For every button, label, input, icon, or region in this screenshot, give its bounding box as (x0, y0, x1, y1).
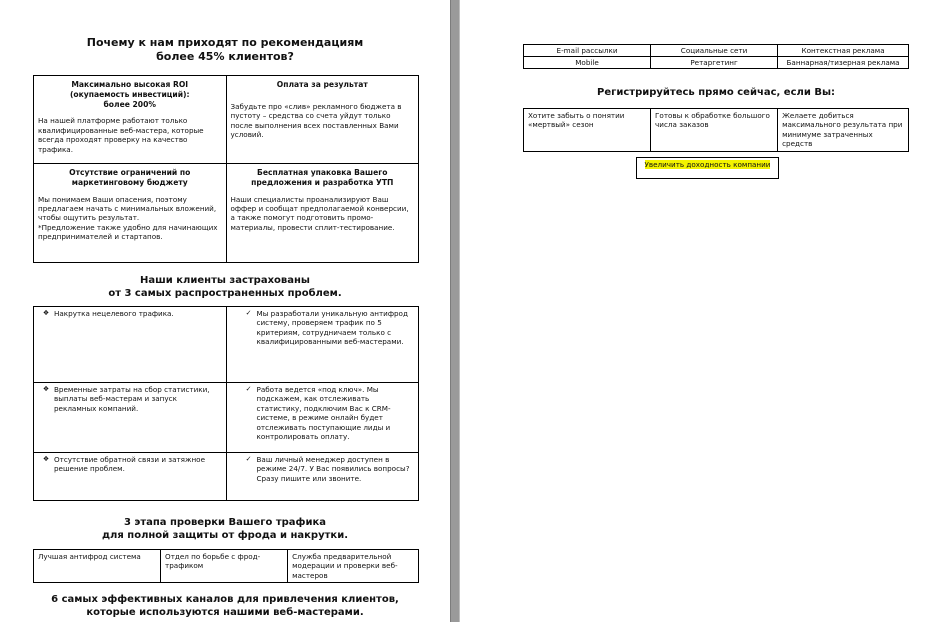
checkmark-icon: ✓ (245, 455, 252, 463)
channel-cell: Баннарная/тизерная реклама (778, 57, 909, 69)
channel-cell: Социальные сети (651, 45, 778, 57)
problem-text: Накрутка нецелевого трафика. (54, 309, 174, 318)
benefits-table (33, 75, 419, 263)
solution-text: Мы разработали уникальную антифрод систему, проверяем трафик по 5 критериям, сотрудничаем только с квалифицированными веб-мастерами. (256, 309, 408, 347)
register-table (523, 108, 909, 152)
benefit-title: Максимально высокая ROI (окупаемость инвестиций): более 200% (69, 80, 190, 109)
problems-table (33, 306, 419, 501)
channel-cell: Контекстная реклама (778, 45, 909, 57)
benefit-cell (226, 76, 419, 164)
channel-cell: E-mail рассылки (524, 45, 651, 57)
stage-cell: Отдел по борьбе с фрод-трафиком (161, 550, 288, 583)
diamond-bullet-icon: ❖ (42, 385, 50, 393)
stage-cell: Служба предварительной модерации и проверки веб-мастеров (288, 550, 419, 583)
benefit-text: На нашей платформе работают только квалифицированные веб-мастера, которые всегда проходят проверку на качество трафика. (38, 116, 204, 154)
benefit-cell (34, 164, 227, 263)
problem-cell (34, 453, 227, 501)
benefit-title: Оплата за результат (276, 80, 368, 89)
diamond-bullet-icon: ❖ (42, 455, 50, 463)
benefit-title: Бесплатная упаковка Вашего предложения и разработка УТП (251, 168, 394, 187)
benefit-cell (34, 76, 227, 164)
register-cell: Хотите забыть о понятии «мертвый» сезон (524, 109, 651, 152)
cta-label[interactable]: Увеличить доходность компании (644, 160, 771, 169)
problem-cell (34, 383, 227, 453)
insured-heading: Наши клиенты застрахованы от 3 самых распространенных проблем. (108, 275, 342, 299)
checkmark-icon: ✓ (245, 309, 252, 317)
stage-cell: Лучшая антифрод система (34, 550, 161, 583)
left-page (0, 0, 450, 622)
problem-text: Отсутствие обратной связи и затяжное решение проблем. (54, 455, 206, 474)
channels-heading: 6 самых эффективных каналов для привлечения клиентов, которые используются нашими веб-мастерами. (51, 594, 399, 618)
page-gutter (450, 0, 460, 622)
solution-text: Работа ведется «под ключ». Мы подскажем, как отслеживать статистику, подключим Вас к CRM-системе, в режиме онлайн будет отслеживать поступающие лиды и контролировать оплату. (256, 385, 391, 442)
benefit-text: Наши специалисты проанализируют Ваш оффер и сообщат предполагаемой конверсии, а также помогут подготовить промо-материалы, провести сплит-тестирование. (230, 194, 409, 232)
register-heading: Регистрируйтесь прямо сейчас, если Вы: (597, 87, 835, 98)
benefit-text: Мы понимаем Ваши опасения, поэтому предлагаем начать с минимальных вложений, чтобы ощутить результат. *Предложение также удобно для начинающих предпринимателей и стартапов. (38, 194, 218, 242)
solution-text: Ваш личный менеджер доступен в режиме 24/7. У Вас появились вопросы? Сразу пишите или звоните. (256, 455, 410, 483)
channels-table (523, 44, 909, 69)
problem-cell (34, 307, 227, 383)
channel-cell: Ретаргетинг (651, 57, 778, 69)
problem-text: Временные затраты на сбор статистики, выплаты веб-мастерам и запуск рекламных компаний. (54, 385, 210, 413)
solution-cell (226, 307, 419, 383)
register-cell: Готовы к обработке большого числа заказов (651, 109, 778, 152)
stages-table (33, 549, 419, 583)
recommendations-heading: Почему к нам приходят по рекомендациям более 45% клиентов? (86, 36, 364, 63)
benefit-text: Забудьте про «слив» рекламного бюджета в пустоту – средства со счета уйдут только после выполнения всех поставленных Вами условий. (230, 101, 402, 140)
solution-cell (226, 453, 419, 501)
checkmark-icon: ✓ (245, 385, 252, 393)
increase-profit-button[interactable] (636, 157, 779, 179)
benefit-title: Отсутствие ограничений по маркетинговому бюджету (69, 168, 191, 187)
solution-cell (226, 383, 419, 453)
channel-cell: Mobile (524, 57, 651, 69)
diamond-bullet-icon: ❖ (42, 309, 50, 317)
stages-heading: 3 этапа проверки Вашего трафика для полной защиты от фрода и накрутки. (101, 517, 348, 541)
register-cell: Желаете добиться максимального результата при минимуме затраченных средств (778, 109, 909, 152)
benefit-cell (226, 164, 419, 263)
